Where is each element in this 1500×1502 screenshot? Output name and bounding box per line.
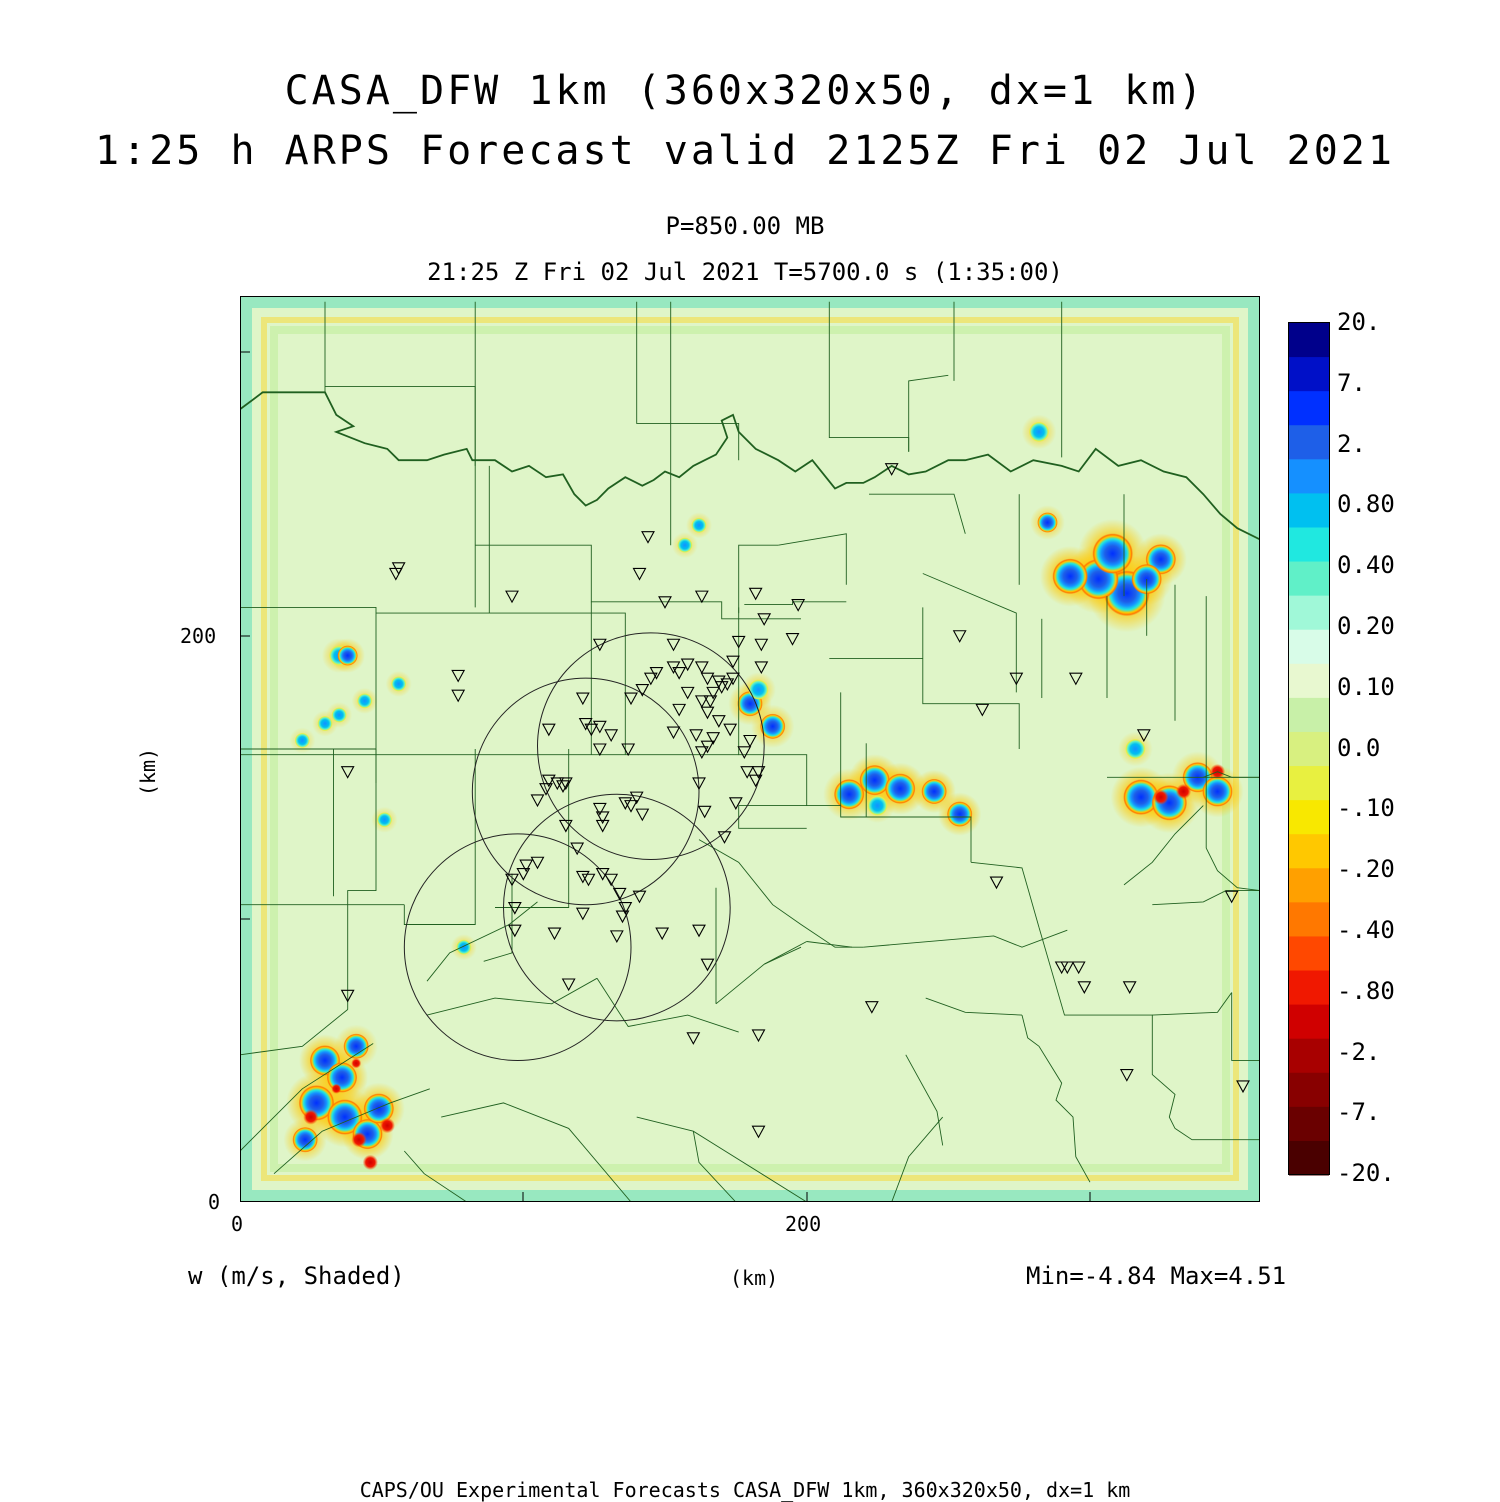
colorbar-label: 20. <box>1337 308 1381 336</box>
colorbar-swatch <box>1289 1005 1329 1040</box>
x-tick-200: 200 <box>785 1212 822 1236</box>
colorbar-swatch <box>1289 493 1329 528</box>
colorbar-label: -.80 <box>1337 976 1395 1005</box>
colorbar-swatch <box>1289 664 1329 699</box>
downdraft-core <box>363 1155 378 1170</box>
colorbar-swatch <box>1289 1073 1329 1108</box>
colorbar-swatch <box>1289 902 1329 937</box>
downdraft-core <box>351 1132 366 1147</box>
colorbar-swatch <box>1289 425 1329 460</box>
colorbar-swatch <box>1289 868 1329 903</box>
colorbar-label: -.40 <box>1337 916 1395 944</box>
x-tick-0: 0 <box>231 1212 244 1236</box>
updraft-cell <box>1092 533 1133 574</box>
colorbar-label: 0.40 <box>1337 551 1395 580</box>
updraft-cell <box>947 801 973 827</box>
colorbar-label: -.20 <box>1337 855 1395 884</box>
title-line-2: 1:25 h ARPS Forecast valid 2125Z Fri 02 Jul 2021 <box>95 128 1395 174</box>
updraft-cell <box>867 795 887 815</box>
forecast-map <box>240 296 1260 1202</box>
updraft-cell <box>357 693 372 708</box>
x-axis-title: (km) <box>730 1266 779 1290</box>
updraft-cell <box>691 518 706 533</box>
downdraft-core <box>351 1058 361 1068</box>
title-line-1: CASA_DFW 1km (360x320x50, dx=1 km) <box>284 68 1206 114</box>
updraft-cell <box>1125 739 1145 759</box>
updraft-cell <box>332 707 347 722</box>
colorbar-swatch <box>1289 357 1329 392</box>
downdraft-core <box>331 1084 341 1094</box>
updraft-cell <box>292 1127 318 1153</box>
colorbar-swatch <box>1289 800 1329 835</box>
colorbar-swatch <box>1289 766 1329 801</box>
colorbar-swatch <box>1289 971 1329 1006</box>
colorbar-swatch <box>1289 698 1329 733</box>
colorbar-label: -2. <box>1337 1037 1381 1066</box>
colorbar-swatch <box>1289 1107 1329 1142</box>
colorbar-swatch <box>1289 630 1329 665</box>
colorbar-swatch <box>1289 323 1329 358</box>
footer-credit: CAPS/OU Experimental Forecasts CASA_DFW 1km, 360x320x50, dx=1 km <box>359 1478 1131 1502</box>
colorbar-swatch <box>1289 1141 1329 1176</box>
map-background <box>240 296 1260 1202</box>
min-max-stats: Min=-4.84 Max=4.51 <box>1026 1262 1287 1290</box>
updraft-cell <box>1202 776 1233 807</box>
updraft-cell <box>834 779 865 810</box>
downdraft-core <box>303 1109 318 1124</box>
updraft-cell <box>1052 558 1088 594</box>
updraft-cell <box>748 679 768 699</box>
updraft-cell <box>295 733 310 748</box>
colorbar-swatch <box>1289 834 1329 869</box>
colorbar-label: 0.10 <box>1337 672 1395 701</box>
colorbar-label: -7. <box>1337 1098 1381 1127</box>
colorbar-swatch <box>1289 391 1329 426</box>
colorbar-swatch <box>1289 1039 1329 1074</box>
updraft-cell <box>921 779 947 805</box>
colorbar-label: 0.20 <box>1337 612 1395 640</box>
updraft-cell <box>317 716 332 731</box>
pressure-level-label: P=850.00 MB <box>665 212 825 240</box>
colorbar-label: -.10 <box>1337 794 1395 823</box>
colorbar-swatch <box>1289 459 1329 494</box>
colorbar-label: 2. <box>1337 429 1366 458</box>
valid-time-label: 21:25 Z Fri 02 Jul 2021 T=5700.0 s (1:35:00) <box>427 258 1063 286</box>
colorbar-label: -20. <box>1337 1159 1395 1188</box>
updraft-cell <box>391 676 406 691</box>
colorbar-swatch <box>1289 732 1329 767</box>
downdraft-core <box>380 1118 395 1133</box>
downdraft-core <box>1176 784 1191 799</box>
y-axis-title: (km) <box>136 747 160 797</box>
updraft-cell <box>885 773 916 804</box>
colorbar-swatch <box>1289 562 1329 597</box>
colorbar-swatch <box>1289 527 1329 562</box>
colorbar-label: 7. <box>1337 368 1366 397</box>
variable-label: w (m/s, Shaded) <box>188 1262 405 1290</box>
colorbar <box>1288 322 1332 1176</box>
colorbar-label: 0.0 <box>1337 733 1381 762</box>
updraft-cell <box>456 940 471 955</box>
y-tick-0: 0 <box>208 1190 221 1214</box>
y-tick-200: 200 <box>180 624 217 648</box>
updraft-cell <box>677 538 692 553</box>
colorbar-label: 0.80 <box>1337 490 1395 519</box>
updraft-cell <box>377 812 392 827</box>
updraft-cell <box>1029 422 1049 442</box>
colorbar-swatch <box>1289 596 1329 631</box>
updraft-cell <box>1037 512 1057 532</box>
updraft-cell <box>337 645 357 665</box>
updraft-cell <box>343 1034 369 1060</box>
downdraft-core <box>1153 789 1168 804</box>
colorbar-swatch <box>1289 936 1329 971</box>
